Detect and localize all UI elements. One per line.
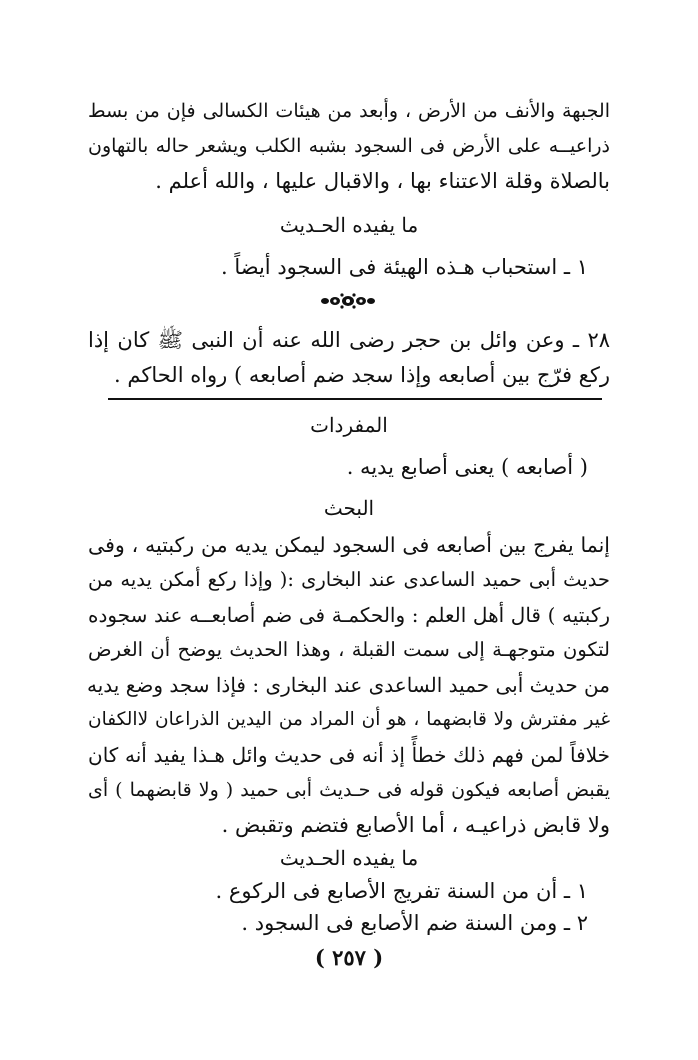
research-line-3: ركبتيه ) قال أهل العلم : والحكمـة فى ضم أصابعــه عند سجوده (88, 603, 610, 627)
research-heading: البحث (323, 496, 375, 520)
vocab-heading: المفردات (310, 413, 388, 437)
research-line-7: خلافاً لمن فهم ذلك خطأً إذ أنه فى حديث وائل هـذا يفيد أنه كان (88, 743, 610, 767)
vocab-line: ( أصابعه ) يعنى أصابع يديه . (346, 455, 588, 479)
section1-item-1: ١ ـ استحباب هـذه الهيئة فى السجود أيضاً . (221, 255, 588, 279)
section2-item-2: ٢ ـ ومن السنة ضم الأصابع فى السجود . (241, 911, 588, 935)
page-number: ( ٢٥٧ ) (314, 945, 384, 970)
intro-line-3: بالصلاة وقلة الاعتناء بها ، والاقبال عليها ، والله أعلم . (155, 169, 610, 193)
research-line-1: إنما يفرج بين أصابعه فى السجود ليمكن يديه من ركبتيه ، وفى (88, 533, 610, 557)
hadith-line-1: ٢٨ ـ وعن وائل بن حجر رضى الله عنه أن النبى ﷺ كان إذا (88, 328, 610, 352)
section2-heading: ما يفيده الحـديث (279, 846, 419, 870)
ornament-divider-icon (318, 291, 378, 311)
section2-item-1: ١ ـ أن من السنة تفريج الأصابع فى الركوع . (215, 879, 588, 903)
intro-line-2: ذراعيــه على الأرض فى السجود بشبه الكلب ويشعر حاله بالتهاون (88, 135, 610, 157)
research-line-5: من حديث أبى حميد الساعدى عند البخارى : فإذا سجد وضع يديه (87, 673, 610, 697)
separator-rule (108, 398, 602, 400)
research-line-6: غير مفترش ولا قابضهما ، هو أن المراد من اليدين الذراعان لاالكفان (88, 709, 610, 730)
section1-heading: ما يفيده الحـديث (279, 213, 419, 237)
research-line-2: حديث أبى حميد الساعدى عند البخارى :( وإذا ركع أمكن يديه من (88, 568, 610, 591)
research-line-9: ولا قابض ذراعيـه ، أما الأصابع فتضم وتقبض . (221, 813, 610, 837)
research-line-8: يقبض أصابعه فيكون قوله فى حـديث أبى حميد ( ولا قابضهما ) أى (88, 779, 610, 801)
research-line-4: لتكون متوجهـة إلى سمت القبلة ، وهذا الحديث يوضح أن الغرض (88, 638, 610, 661)
intro-line-1: الجبهة والأنف من الأرض ، وأبعد من هيئات الكسالى فإن من بسط (88, 100, 610, 122)
hadith-line-2: ركع فرّج بين أصابعه وإذا سجد ضم أصابعه ) رواه الحاكم . (114, 363, 610, 387)
